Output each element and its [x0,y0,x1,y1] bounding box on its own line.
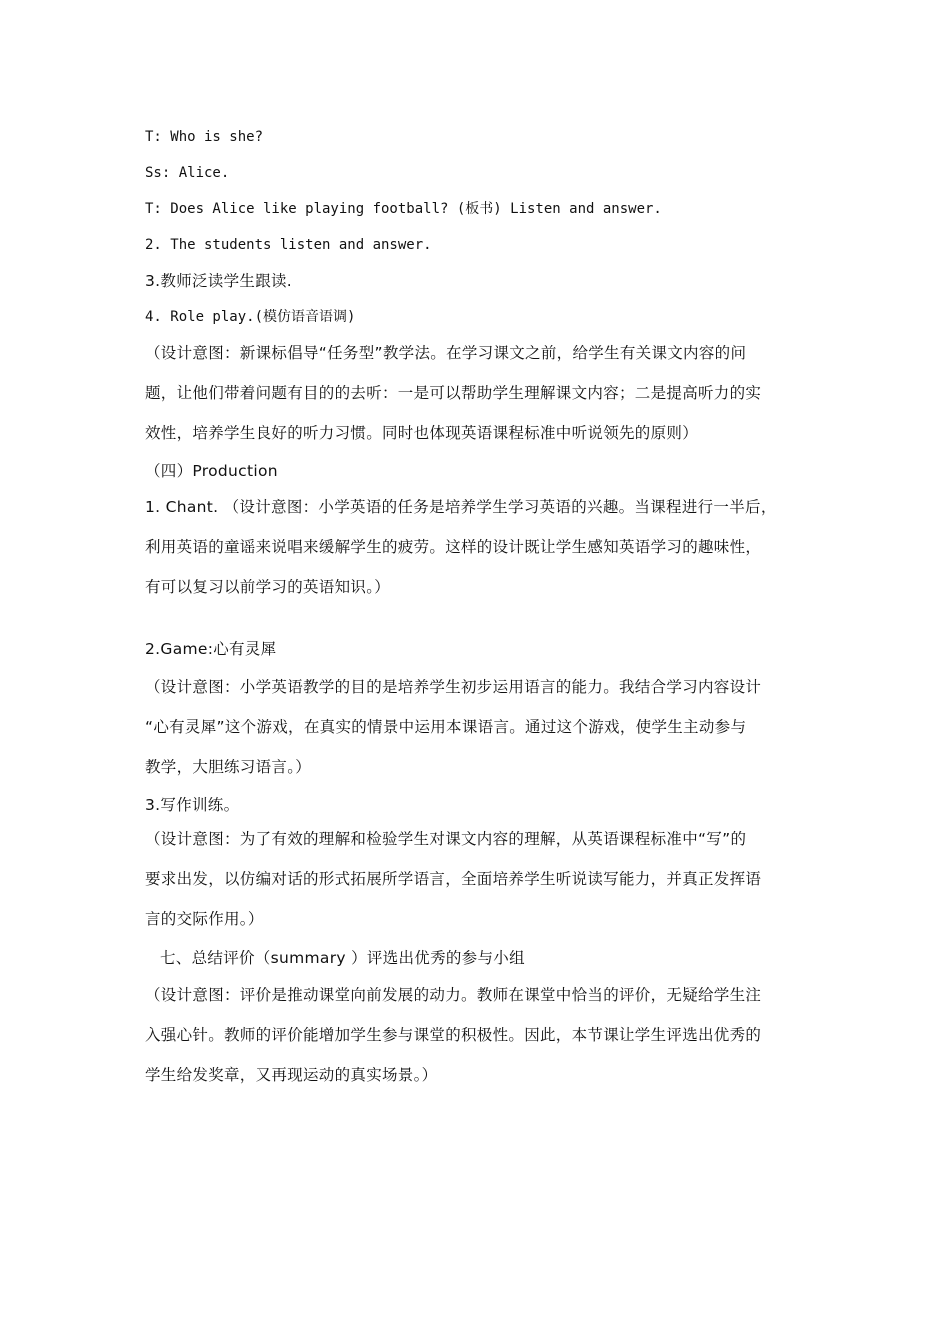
dialogue-line-teacher-football: T: Does Alice like playing football? (板书) Listen and answer. [145,201,662,217]
design-intent-writing-line-2: 要求出发，以仿编对话的形式拓展所学语言，全面培养学生听说读写能力，并真正发挥语 [145,870,762,888]
step-reading: 3.教师泛读学生跟读. [145,272,293,290]
chant-line-3: 有可以复习以前学习的英语知识。） [145,578,391,596]
game-heading: 2.Game:心有灵犀 [145,640,277,658]
design-intent-game-line-3: 教学，大胆练习语言。） [145,758,312,776]
design-intent-summary-line-1: （设计意图：评价是推动课堂向前发展的动力。教师在课堂中恰当的评价，无疑给学生注 [145,986,762,1004]
step-listen-and-answer: 2. The students listen and answer. [145,237,432,253]
design-intent-1-line-2: 题，让他们带着问题有目的的去听：一是可以帮助学生理解课文内容；二是提高听力的实 [145,384,762,402]
section-heading-summary: 七、总结评价（summary ）评选出优秀的参与小组 [160,949,525,967]
design-intent-game-line-1: （设计意图：小学英语教学的目的是培养学生初步运用语言的能力。我结合学习内容设计 [145,678,762,696]
design-intent-writing-line-1: （设计意图：为了有效的理解和检验学生对课文内容的理解，从英语课程标准中“写”的 [145,830,747,848]
design-intent-summary-line-2: 入强心针。教师的评价能增加学生参与课堂的积极性。因此，本节课让学生评选出优秀的 [145,1026,762,1044]
writing-heading: 3.写作训练。 [145,796,240,814]
chant-line-1: 1. Chant. （设计意图：小学英语的任务是培养学生学习英语的兴趣。当课程进行一半后， [145,498,777,516]
section-heading-production: （四）Production [145,462,278,480]
dialogue-line-students-answer: Ss: Alice. [145,165,230,181]
chant-line-2: 利用英语的童谣来说唱来缓解学生的疲劳。这样的设计既让学生感知英语学习的趣味性， [145,538,762,556]
design-intent-writing-line-3: 言的交际作用。） [145,910,264,928]
design-intent-game-line-2: “心有灵犀”这个游戏，在真实的情景中运用本课语言。通过这个游戏，使学生主动参与 [145,718,747,736]
design-intent-1-line-1: （设计意图：新课标倡导“任务型”教学法。在学习课文之前，给学生有关课文内容的问 [145,344,747,362]
design-intent-1-line-3: 效性，培养学生良好的听力习惯。同时也体现英语课程标准中听说领先的原则） [145,424,699,442]
design-intent-summary-line-3: 学生给发奖章，又再现运动的真实场景。） [145,1066,438,1084]
step-role-play: 4. Role play.(模仿语音语调) [145,309,356,325]
dialogue-line-teacher-question: T: Who is she? [145,129,264,145]
